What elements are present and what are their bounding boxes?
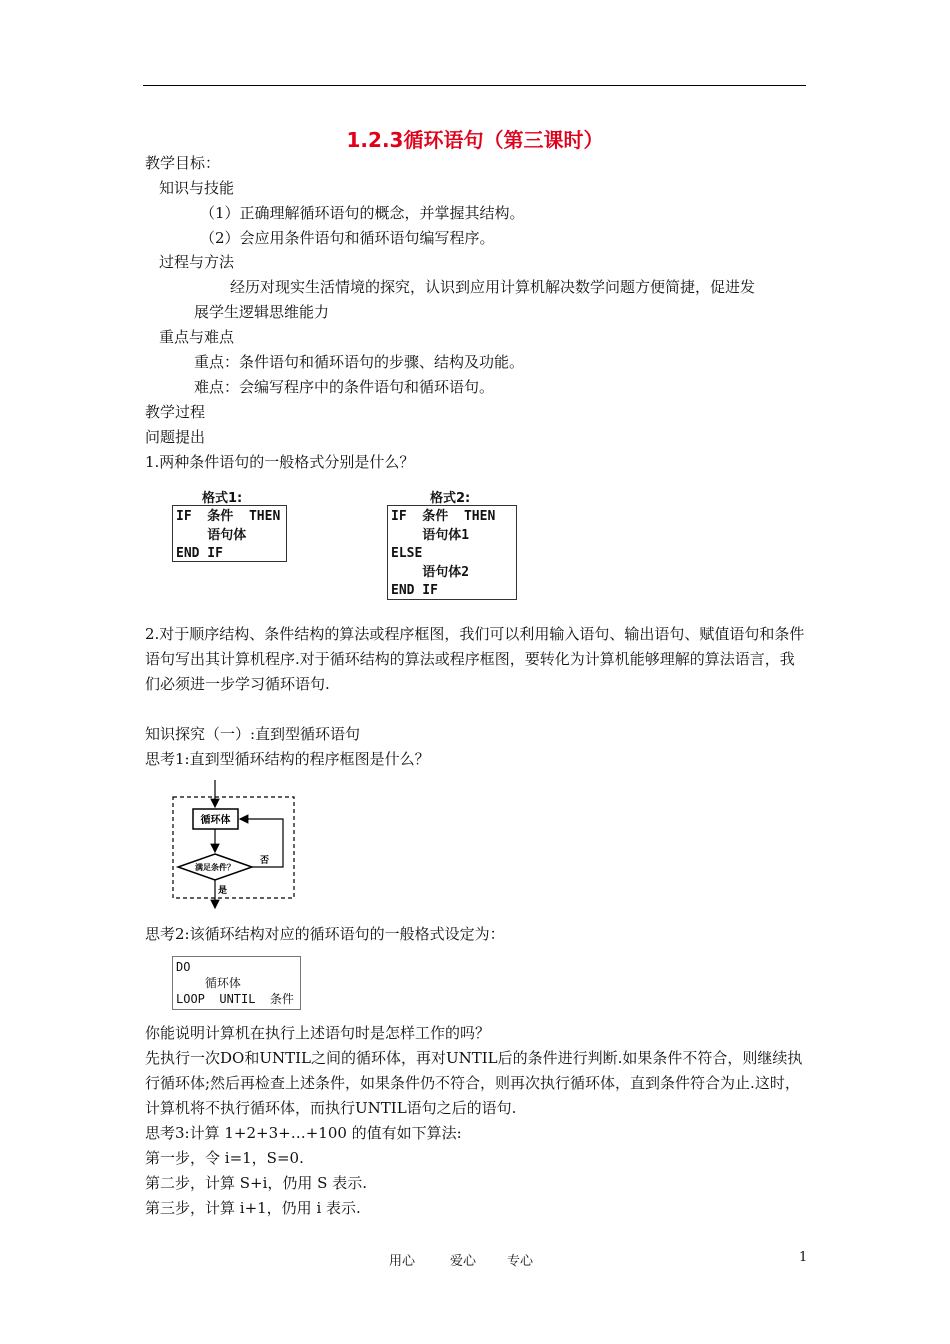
format-1-line: 语句体	[176, 527, 247, 543]
page-title: 1.2.3循环语句（第三课时）	[346, 128, 604, 152]
format-1-label: 格式1:	[202, 491, 243, 506]
explore-1-heading: 知识探究（一）:直到型循环语句	[145, 725, 361, 743]
format-2-line: 语句体1	[391, 527, 470, 543]
process-heading: 过程与方法	[159, 253, 235, 271]
process-line-1: 经历对现实生活情境的探究，认识到应用计算机解决数学问题方便简捷，促进发	[230, 278, 756, 296]
footer-text-1: 用心	[389, 1254, 416, 1269]
loop-format-line: 循环体	[176, 976, 241, 990]
header-rule	[143, 85, 806, 86]
explain-paragraph: 先执行一次DO和UNTIL之间的循环体，再对UNTIL后的条件进行判断.如果条件不符合，则继续执行循环体;然后再检查上述条件，如果条件仍不符合，则再次执行循环体，直到条件符合为止.这时，计算机将不执行循环体，而执行UNTIL语句之后的语句.	[145, 1049, 803, 1117]
format-1-box	[172, 505, 287, 562]
loop-format-box	[172, 956, 301, 1010]
knowledge-item-1: （1）正确理解循环语句的概念，并掌握其结构。	[200, 204, 525, 222]
loop-body-label: 循环体	[200, 815, 231, 826]
think-1: 思考1:直到型循环结构的程序框图是什么？	[145, 750, 430, 768]
format-2-label: 格式2:	[430, 491, 471, 506]
question-2: 2.对于顺序结构、条件结构的算法或程序框图，我们可以利用输入语句、输出语句、赋值语句和条件语句写出其计算机程序.对于循环结构的算法或程序框图，要转化为计算机能够理解的算法语言，我们必须进一步学习循环语句.	[145, 625, 805, 693]
question-1: 1.两种条件语句的一般格式分别是什么？	[145, 453, 415, 471]
loop-format-line: LOOP UNTIL 条件	[176, 992, 294, 1006]
no-label: 否	[260, 856, 270, 866]
format-2-line: 语句体2	[391, 564, 470, 580]
format-1-line: END IF	[176, 546, 223, 561]
ask-question: 你能说明计算机在执行上述语句时是怎样工作的吗？	[145, 1024, 491, 1042]
key-heading: 重点与难点	[159, 328, 235, 346]
format-2-line: END IF	[391, 583, 438, 598]
think-2: 思考2:该循环结构对应的循环语句的一般格式设定为：	[145, 925, 505, 943]
format-2-line: ELSE	[391, 546, 423, 561]
format-2-box	[387, 505, 517, 600]
yes-label: 是	[218, 886, 228, 896]
problem-raise-heading: 问题提出	[145, 428, 206, 446]
step-2: 第二步，计算 S+i，仍用 S 表示.	[145, 1174, 367, 1192]
knowledge-heading: 知识与技能	[159, 179, 235, 197]
footer-text-2: 爱心	[450, 1254, 477, 1269]
decision-label: 满足条件？	[195, 863, 235, 872]
process-line-2: 展学生逻辑思维能力	[194, 303, 330, 321]
format-1-line: IF 条件 THEN	[176, 509, 281, 524]
loop-format-line: DO	[176, 960, 191, 974]
teaching-process-heading: 教学过程	[145, 403, 206, 421]
format-2-line: IF 条件 THEN	[391, 509, 496, 524]
step-1: 第一步，令 i=1，S=0.	[145, 1149, 304, 1167]
goals-heading: 教学目标：	[145, 154, 221, 172]
difficult-point: 难点：会编写程序中的条件语句和循环语句。	[194, 378, 495, 396]
step-3: 第三步，计算 i+1，仍用 i 表示.	[145, 1199, 361, 1217]
key-point: 重点：条件语句和循环语句的步骤、结构及功能。	[194, 353, 525, 371]
knowledge-item-2: （2）会应用条件语句和循环语句编写程序。	[200, 229, 495, 247]
think-3: 思考3:计算 1+2+3+…+100 的值有如下算法:	[145, 1124, 462, 1142]
footer-text-3: 专心	[507, 1254, 534, 1269]
page-number: 1	[799, 1250, 808, 1265]
until-loop-flowchart	[160, 778, 305, 910]
